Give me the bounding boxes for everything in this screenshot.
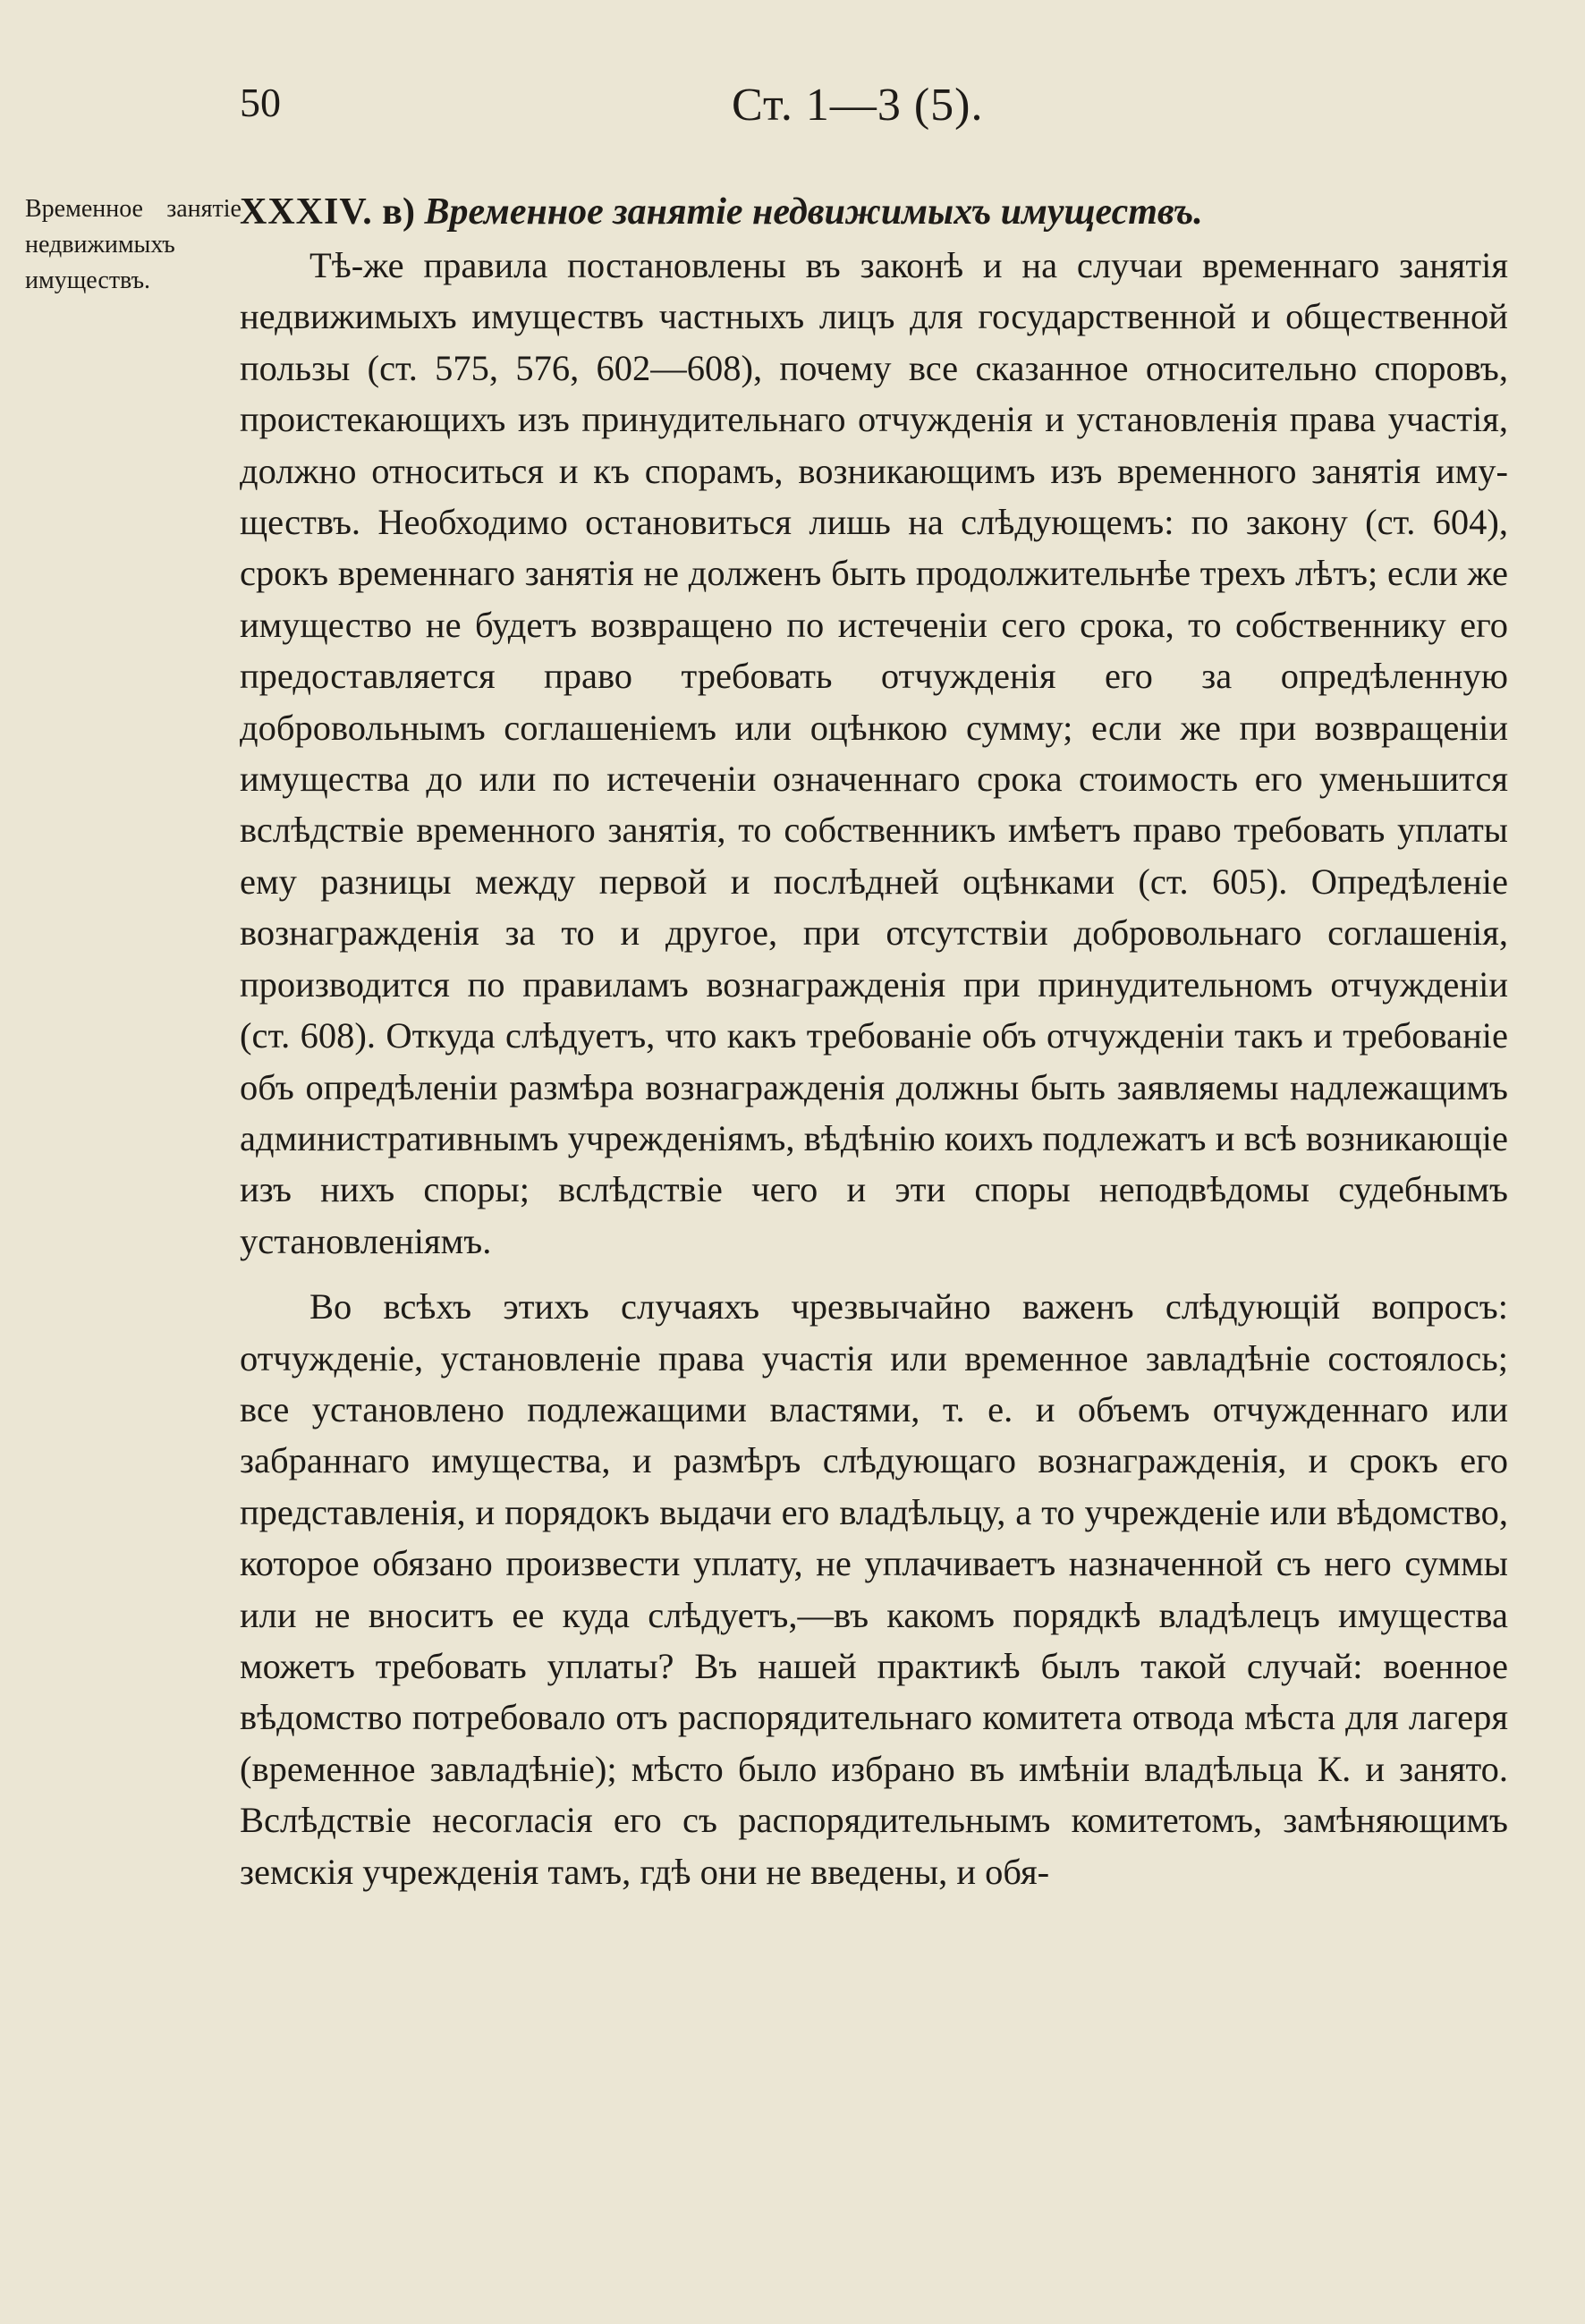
section-heading (240, 184, 1508, 240)
section-roman-numeral: XXXIV. (240, 191, 373, 233)
running-head: Ст. 1—3 (5). (732, 80, 984, 131)
section-title: Временное занятіе недвижимыхъ имуществъ. (424, 191, 1203, 233)
margin-note: Временное занятіе недвижимыхъ имуществъ. (25, 195, 242, 294)
paragraph-2: Во всѣхъ этихъ случаяхъ чрезвычайно важенъ слѣдующій вопросъ: отчужденіе, установленіе права участія или временное завладѣніе состоялось; все установлено подлежащими властями, т. е. и объемъ отчужденнаго или забраннаго имущества, и размѣръ слѣдующаго вознагражденія, и срокъ его представленія, и порядокъ выдачи его владѣльцу, а то учрежденіе или вѣдомство, которое обязано произвести уплату, не уплачиваетъ назначенной съ него суммы или не вноситъ ее куда слѣдуетъ,—въ какомъ порядкѣ владѣлецъ имущества можетъ требовать уплаты? Въ нашей практикѣ былъ такой случай: военное вѣдомство потребовало отъ распорядительнаго комитета отвода мѣста для лагеря (временное завладѣніе); мѣсто было избрано въ имѣніи владѣльца К. и занято. Вслѣдствіе несогласія его съ распорядительнымъ комитетомъ, замѣняющимъ земскія учрежденія тамъ, гдѣ они не введены, и обя- (240, 1286, 1508, 1892)
body-text (240, 184, 1508, 1897)
paragraph-1: Тѣ-же правила постановлены въ законѣ и на случаи временнаго занятія недвижимыхъ имуществъ частныхъ лицъ для государственной и общественной пользы (ст. 575, 576, 602—608), почему все сказанное относительно споровъ, проистекающихъ изъ принудительнаго отчужденія и установленія права участія, должно относиться и къ спорамъ, возникающимъ изъ временного занятія имуществъ. Необходимо остановиться лишь на слѣдующемъ: по закону (ст. 604), срокъ временнаго занятія не долженъ быть продолжительнѣе трехъ лѣтъ; если же имущество не будетъ возвращено по истеченіи сего срока, то собственнику его предоставляется право требовать отчужденія его за опредѣленную добровольнымъ соглашеніемъ или оцѣнкою сумму; если же при возвращеніи имущества до или по истеченіи означеннаго срока стоимость его уменьшится вслѣдствіе временного занятія, то собственникъ имѣетъ право требовать уплаты ему разницы между первой и послѣдней оцѣнками (ст. 605). Опредѣленіе вознагражденія за то и другое, при отсутствіи добровольнаго соглашенія, производится по правиламъ вознагражденія при принудительномъ отчужденіи (ст. 608). Откуда слѣдуетъ, что какъ требованіе объ отчужденіи такъ и требованіе объ опредѣленіи размѣра вознагражденія должны быть заявляемы надлежащимъ административнымъ учрежденіямъ, вѣдѣнію коихъ подлежатъ и всѣ возникающіе изъ нихъ споры; вслѣдствіе чего и эти споры неподвѣдомы судебнымъ установленіямъ. (240, 245, 1508, 1261)
section-letter: в) (382, 191, 415, 233)
page-number: 50 (240, 80, 281, 125)
